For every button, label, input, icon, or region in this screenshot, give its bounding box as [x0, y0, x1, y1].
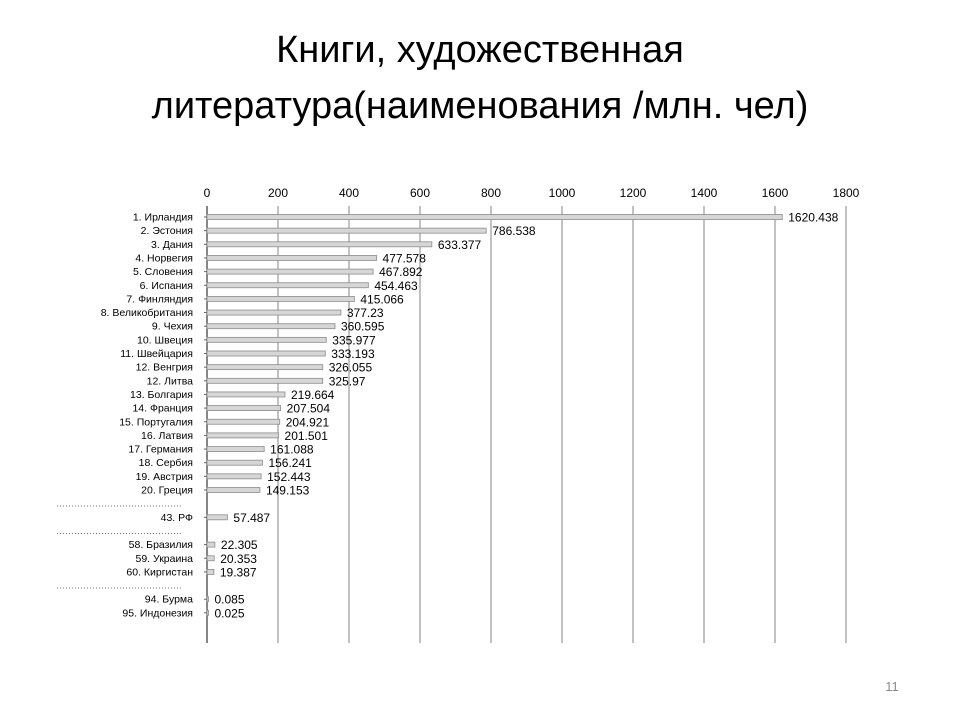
- bar: [207, 242, 432, 247]
- bar: [207, 269, 373, 274]
- value-label: 22.305: [220, 538, 258, 553]
- category-label: 13. Болгария: [130, 388, 193, 401]
- bar: [207, 255, 377, 260]
- value-label: 335.977: [332, 333, 376, 348]
- category-label: 5. Словения: [133, 266, 193, 279]
- bar: [207, 556, 214, 561]
- bar: [207, 488, 260, 493]
- value-label: 207.504: [286, 401, 331, 416]
- value-label: 477.578: [382, 251, 426, 266]
- value-label: 152.443: [267, 469, 311, 484]
- x-tick-label: 400: [338, 186, 360, 200]
- value-label: 633.377: [437, 237, 482, 252]
- bar: [207, 419, 280, 424]
- category-label: 58. Бразилия: [128, 539, 193, 552]
- value-label: 161.088: [270, 442, 314, 457]
- x-tick-label: 800: [480, 186, 502, 200]
- x-tick-label: 1200: [619, 186, 647, 200]
- category-label: 2. Эстония: [140, 225, 193, 238]
- value-label: 1620.438: [788, 210, 839, 225]
- bar: [207, 447, 264, 452]
- category-label: 16. Латвия: [141, 429, 193, 442]
- bar: [207, 296, 354, 301]
- x-tick-label: 1800: [832, 186, 860, 200]
- category-label: 20. Греция: [141, 484, 193, 497]
- value-label: 149.153: [265, 483, 310, 498]
- bar: [207, 597, 209, 602]
- category-label: 11. Швейцария: [120, 348, 193, 360]
- slide-title-line-2: литература(наименования /млн. чел): [151, 85, 809, 127]
- value-label: 326.055: [328, 360, 373, 375]
- category-label: 9. Чехия: [151, 320, 193, 333]
- category-label: 14. Франция: [132, 402, 193, 415]
- x-tick-label: 1400: [690, 186, 718, 200]
- bar: [207, 283, 368, 288]
- category-label: 7. Финляндия: [126, 293, 193, 306]
- bar: [207, 215, 782, 220]
- bar: [207, 515, 227, 520]
- x-tick-label: 200: [267, 186, 289, 200]
- bar: [207, 392, 285, 397]
- category-label: 12. Литва: [146, 375, 193, 388]
- category-label: 15. Португалия: [119, 416, 193, 429]
- category-label: 19. Австрия: [135, 470, 193, 483]
- category-label: 60. Киргистан: [126, 566, 193, 579]
- value-label: 19.387: [219, 565, 257, 580]
- bar: [207, 569, 214, 574]
- bar: [207, 406, 281, 411]
- value-label: 415.066: [360, 292, 404, 307]
- value-label: 467.892: [379, 265, 423, 280]
- value-label: 219.664: [290, 387, 335, 402]
- category-label: 1. Ирландия: [132, 211, 193, 224]
- bar: [207, 228, 486, 233]
- bar: [207, 378, 323, 383]
- bar: [207, 310, 341, 315]
- x-tick-label: 1600: [761, 186, 789, 200]
- category-label: 43. РФ: [160, 511, 193, 524]
- category-label: 6. Испания: [139, 279, 193, 292]
- bar: [207, 351, 325, 356]
- value-label: 20.353: [220, 551, 257, 566]
- category-label: 18. Сербия: [138, 457, 193, 470]
- category-label: 17. Германия: [128, 443, 193, 456]
- value-label: 156.241: [268, 456, 312, 471]
- category-label: 94. Бурма: [144, 593, 193, 606]
- value-label: 0.025: [214, 606, 245, 621]
- value-label: 57.487: [233, 510, 271, 525]
- bar: [207, 365, 323, 370]
- bar: [207, 610, 209, 615]
- category-label: 3. Дания: [151, 238, 193, 251]
- bar: [207, 460, 262, 465]
- category-label: 59. Украина: [135, 552, 193, 565]
- separator-dots: ……………………………………: [56, 525, 182, 536]
- x-tick-label: 600: [409, 186, 431, 200]
- x-tick-label: 0: [203, 186, 211, 200]
- category-label: 4. Норвегия: [135, 252, 193, 265]
- value-label: 0.085: [214, 592, 245, 607]
- value-label: 454.463: [374, 278, 418, 293]
- separator-dots: ……………………………………: [56, 580, 182, 591]
- value-label: 325.97: [328, 374, 366, 389]
- separator-dots: ……………………………………: [56, 498, 182, 509]
- value-label: 204.921: [285, 415, 330, 430]
- value-label: 360.595: [341, 319, 385, 334]
- page-number: 11: [885, 679, 899, 694]
- value-label: 377.23: [346, 306, 384, 321]
- category-label: 12. Венгрия: [135, 361, 193, 374]
- category-label: 8. Великобритания: [100, 307, 193, 320]
- bar: [207, 542, 215, 547]
- bar: [207, 337, 326, 342]
- category-label: 10. Швеция: [136, 334, 193, 347]
- bar: [207, 474, 261, 479]
- x-tick-label: 1000: [548, 186, 576, 200]
- slide-title-line-1: Книги, художественная: [276, 29, 684, 71]
- category-label: 95. Индонезия: [122, 607, 193, 620]
- value-label: 201.501: [284, 428, 328, 443]
- bar: [207, 433, 279, 438]
- bar: [207, 324, 335, 329]
- value-label: 333.193: [331, 347, 375, 361]
- value-label: 786.538: [492, 224, 536, 239]
